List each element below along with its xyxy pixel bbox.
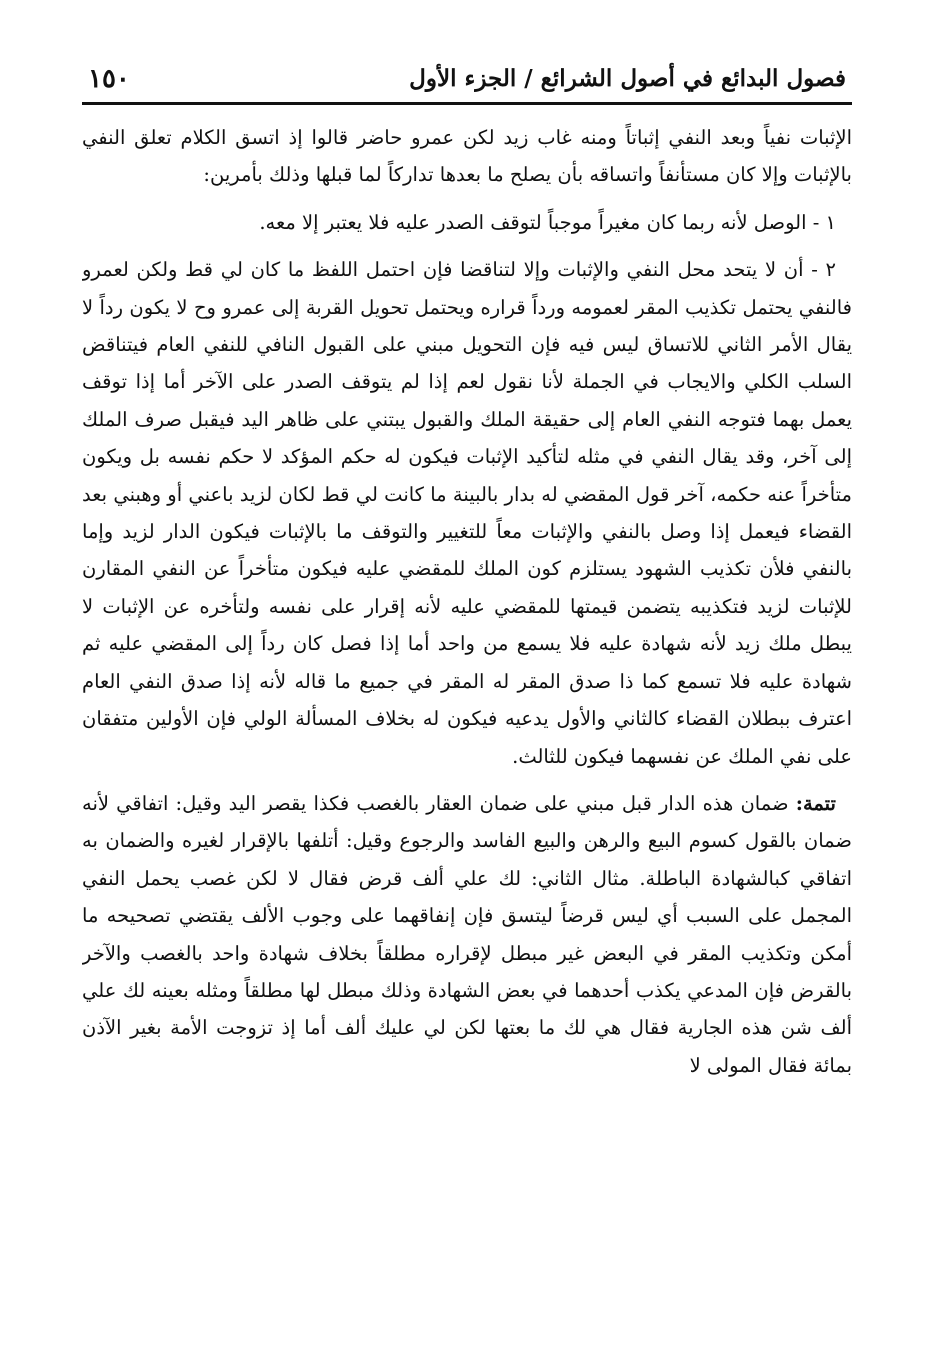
page-number: ١٥٠ [88, 63, 130, 94]
running-title: فصول البدائع في أصول الشرائع / الجزء الأول [409, 65, 846, 92]
page-body [82, 119, 852, 1084]
list-item-1: ١ - الوصل لأنه ربما كان مغيراً موجباً لتوقف الصدر عليه فلا يعتبر إلا معه. [259, 210, 836, 234]
list-item-2: ٢ - أن لا يتحد محل النفي والإثبات وإلا لتناقضا فإن احتمل اللفظ ما كان لي قط ولكن لعمرو فالنفي يحتمل تكذيب المقر لعمومه ورداً قراره ويحتمل تحويل القربة إلى عمرو وح لا يكون رداً لا يقال الأمر الثاني للاتساق ليس فيه فإن التحويل مبني على القبول النافي للنفي العام فيتناقض السلب الكلي والايجاب في الجملة لأنا نقول لعم إذا لم يتوقف الصدر على الآخر أما إذا توقف يعمل بهما فتوجه النفي العام إلى حقيقة الملك والقبول يبتني على ظاهر اليد فيقبل صرف الملك إلى آخر، وقد يقال النفي في مثله لتأكيد الإثبات فيكون له حكم المؤكد لا حكم نفسه بل ويكون متأخراً عنه حكمه، آخر قول المقضي له بدار بالبينة ما كانت لي قط لكان لزيد باعني أو وهبني بعد القضاء فيعمل إذا وصل بالنفي والإثبات معاً للتغيير والتوقف ما بالإثبات فيكون الدار لزيد وإما بالنفي فلأن تكذيب الشهود يستلزم كون الملك للمقضي عليه فيكون متأخراً عن النفي المقارن للإثبات لزيد فتكذيبه يتضمن قيمتها للمقضي عليه لأنه إقرار على نفسه ولتأخره عن الإثبات لا يبطل ملك زيد لأنه شهادة عليه فلا يسمع من واحد أما إذا فصل كان رداً إلى المقضي عليه ثم شهادة عليه فلا تسمع كما ذا صدق المقر له المقر في جميع ما قاله لأنه إذا صدق النفي العام اعترف ببطلان القضاء كالثاني والأول يدعيه فيكون له بخلاف المسألة الولي فإن الأولين متفقان على نفي الملك عن نفسهما فيكون للثالث. [82, 258, 852, 768]
supplement-paragraph [82, 785, 852, 1084]
supplement-label: تتمة: [795, 791, 836, 815]
paragraph-intro: الإثبات نفياً وبعد النفي إثباتاً ومنه غاب زيد لكن عمرو حاضر قالوا إذ اتسق الكلام تعلق النفي بالإثبات وإلا كان مستأنفاً واتساقه بأن يصلح ما بعدها تداركاً لما قبلها وذلك بأمرين: [82, 126, 852, 187]
page-header [82, 55, 852, 105]
supplement-text: ضمان هذه الدار قبل مبني على ضمان العقار بالغصب فكذا يقصر اليد وقيل: اتفاقي لأنه ضمان بالقول كسوم البيع والرهن والبيع الفاسد والرجوع وقيل: أتلفها بالإقرار لغيره والضمان به اتفاقي كبالشهادة الباطلة. مثال الثاني: لك علي ألف قرض فقال لا لكن غصب يحمل النفي المجمل على السبب أي ليس قرضاً ليتسق فإن إنفاقهما على وجوب الألف يقتضي تصحيحه ما أمكن وتكذيب المقر في البعض غير مبطل لإقراره مطلقاً بخلاف شهادة واحد بالغصب والآخر بالقرض فإن المدعي يكذب أحدهما في بعض الشهادة وذلك مبطل لها مطلقاً ومثله بعينه لك علي ألف شن هذه الجارية فقال هي لك ما بعتها لكن لي عليك ألف أما إذ تزوجت الأمة بغير الآذن بمائة فقال المولى لا [82, 791, 852, 1077]
book-page [82, 55, 852, 1350]
